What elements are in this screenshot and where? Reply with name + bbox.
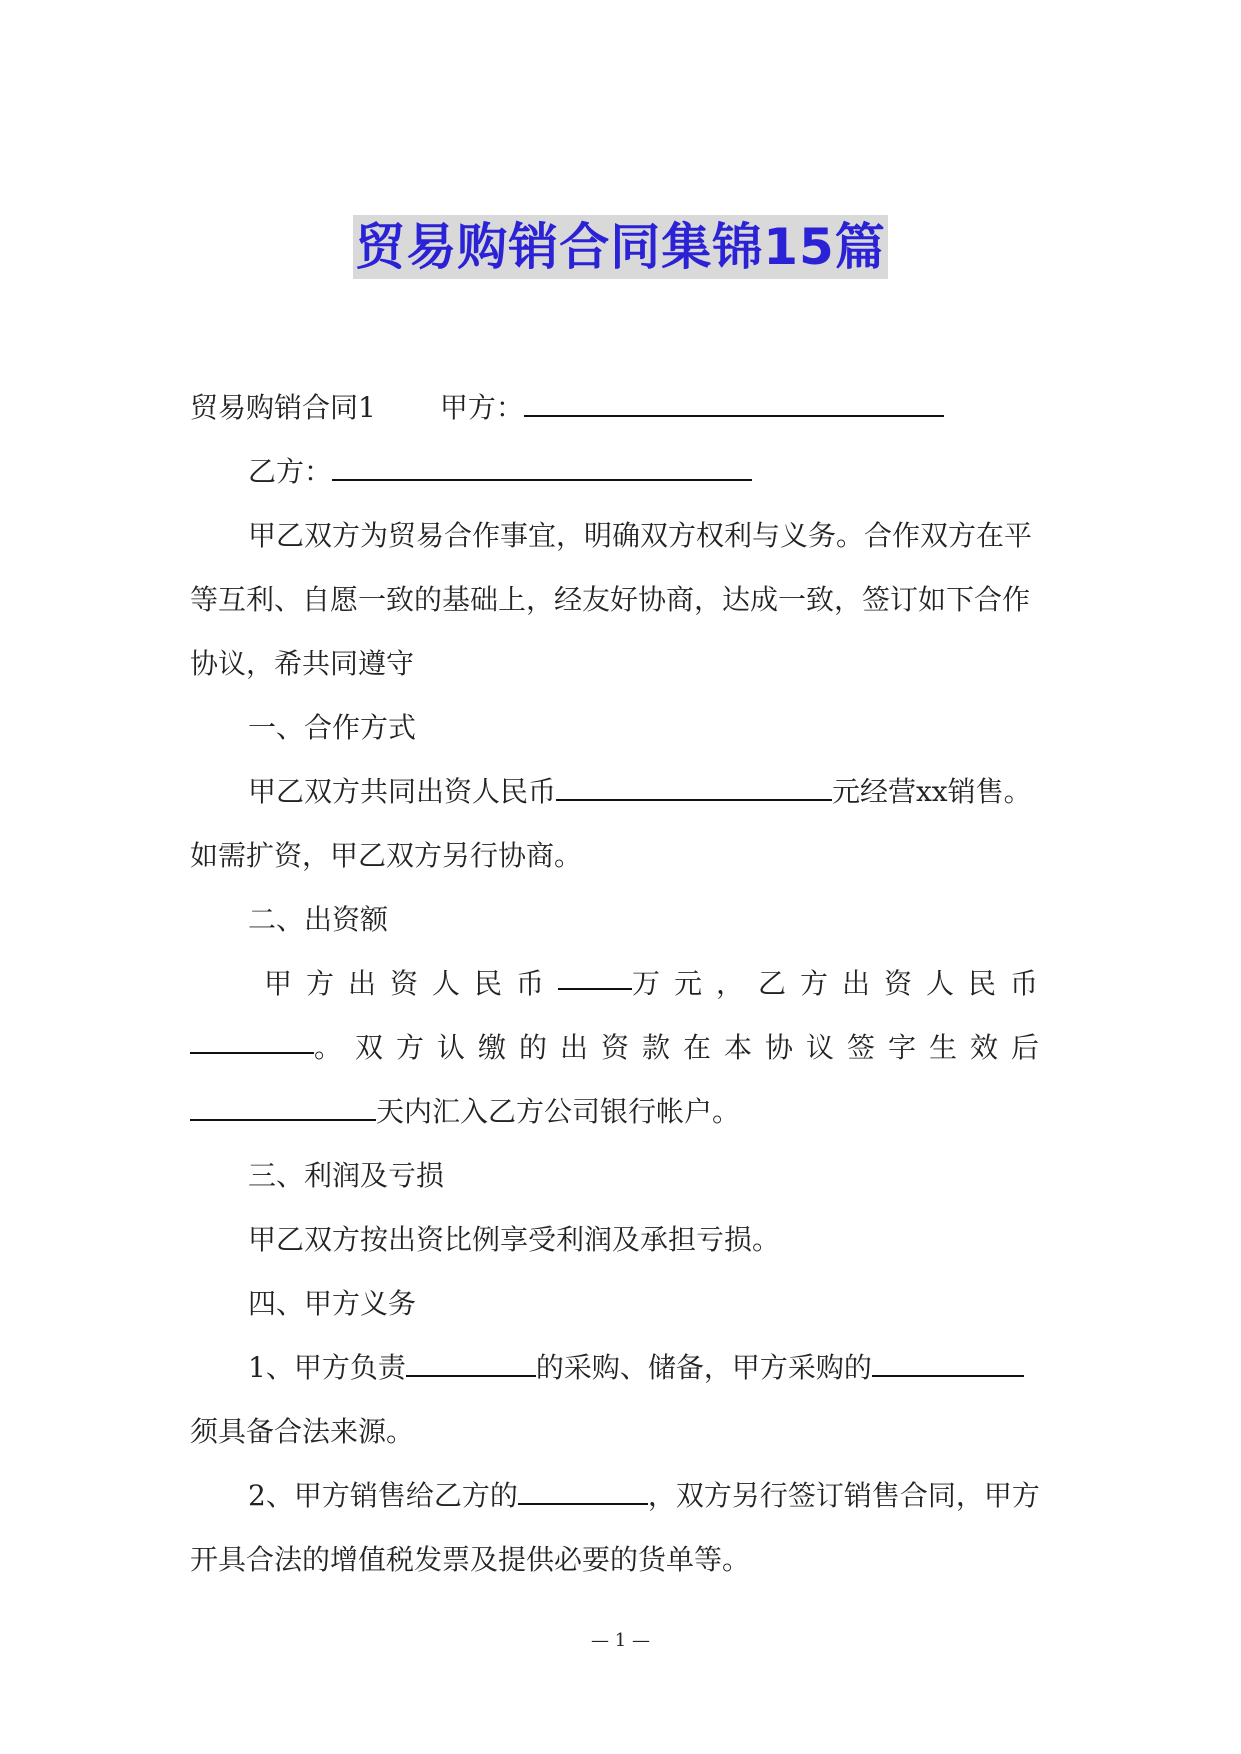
item2-goods-blank[interactable] bbox=[518, 1479, 648, 1505]
section1-heading: 一、合作方式 bbox=[248, 711, 417, 744]
section1-text-b: 元经营xx销售。 bbox=[832, 775, 1032, 808]
item2-text-b: ，双方另行签订销售合同，甲方 bbox=[647, 1479, 1040, 1512]
days-blank[interactable] bbox=[190, 1095, 376, 1121]
item1-text-a: 1、甲方负责 bbox=[248, 1351, 406, 1384]
party-b-amount-blank[interactable] bbox=[190, 1028, 314, 1054]
section2-l1-a: 甲方出资人民币 bbox=[264, 967, 559, 1000]
intro-line-3: 协议，希共同遵守 bbox=[190, 647, 415, 680]
section4-item2-line-1 bbox=[248, 1476, 1052, 1516]
section3-heading: 三、利润及亏损 bbox=[248, 1159, 445, 1192]
party-b-blank[interactable] bbox=[332, 455, 752, 481]
section4-item2-line-2: 开具合法的增值税发票及提供必要的货单等。 bbox=[190, 1543, 751, 1576]
section1-line-1 bbox=[248, 772, 1052, 812]
party-a-label: 甲方： bbox=[439, 391, 524, 424]
section2-line-2 bbox=[190, 1028, 1052, 1068]
item2-text-a: 2、甲方销售给乙方的 bbox=[248, 1479, 518, 1512]
section2-l3-b: 天内汇入乙方公司银行帐户。 bbox=[376, 1095, 741, 1128]
contract-heading: 贸易购销合同1 bbox=[190, 391, 376, 424]
section2-heading: 二、出资额 bbox=[248, 903, 389, 936]
intro-line-1: 甲乙双方为贸易合作事宜，明确双方权利与义务。合作双方在平 bbox=[248, 519, 1033, 552]
section1-text-a: 甲乙双方共同出资人民币 bbox=[248, 775, 557, 808]
contract-heading-line bbox=[190, 388, 1052, 428]
section4-item1-line-1 bbox=[248, 1348, 1052, 1388]
section2-l2-b: 。双方认缴的出资款在本协议签字生效后 bbox=[313, 1031, 1052, 1064]
party-b-label: 乙方： bbox=[248, 455, 333, 488]
section3-text: 甲乙双方按出资比例享受利润及承担亏损。 bbox=[248, 1223, 781, 1256]
section2-line-3 bbox=[190, 1092, 1052, 1132]
section2-l1-b: 万元， bbox=[631, 967, 758, 1000]
intro-line-2: 等互利、自愿一致的基础上，经友好协商，达成一致，签订如下合作 bbox=[190, 583, 1031, 616]
party-b-line bbox=[248, 452, 1052, 492]
section4-heading: 四、甲方义务 bbox=[248, 1287, 417, 1320]
page-number: — 1 — bbox=[591, 1630, 650, 1651]
section2-l1-c: 乙方出资人民币 bbox=[757, 967, 1052, 1000]
section4-item1-line-2: 须具备合法来源。 bbox=[190, 1415, 415, 1448]
item1-purchase-blank[interactable] bbox=[872, 1351, 1024, 1377]
section1-line-2: 如需扩资，甲乙双方另行协商。 bbox=[190, 839, 583, 872]
item1-goods-blank[interactable] bbox=[406, 1351, 536, 1377]
document-title: 贸易购销合同集锦15篇 bbox=[353, 215, 888, 279]
party-a-amount-blank[interactable] bbox=[558, 964, 632, 990]
section2-line-1 bbox=[264, 964, 1052, 1004]
item1-text-b: 的采购、储备，甲方采购的 bbox=[535, 1351, 872, 1384]
party-a-blank[interactable] bbox=[524, 391, 944, 417]
capital-blank[interactable] bbox=[556, 775, 832, 801]
title-container bbox=[0, 215, 1241, 279]
